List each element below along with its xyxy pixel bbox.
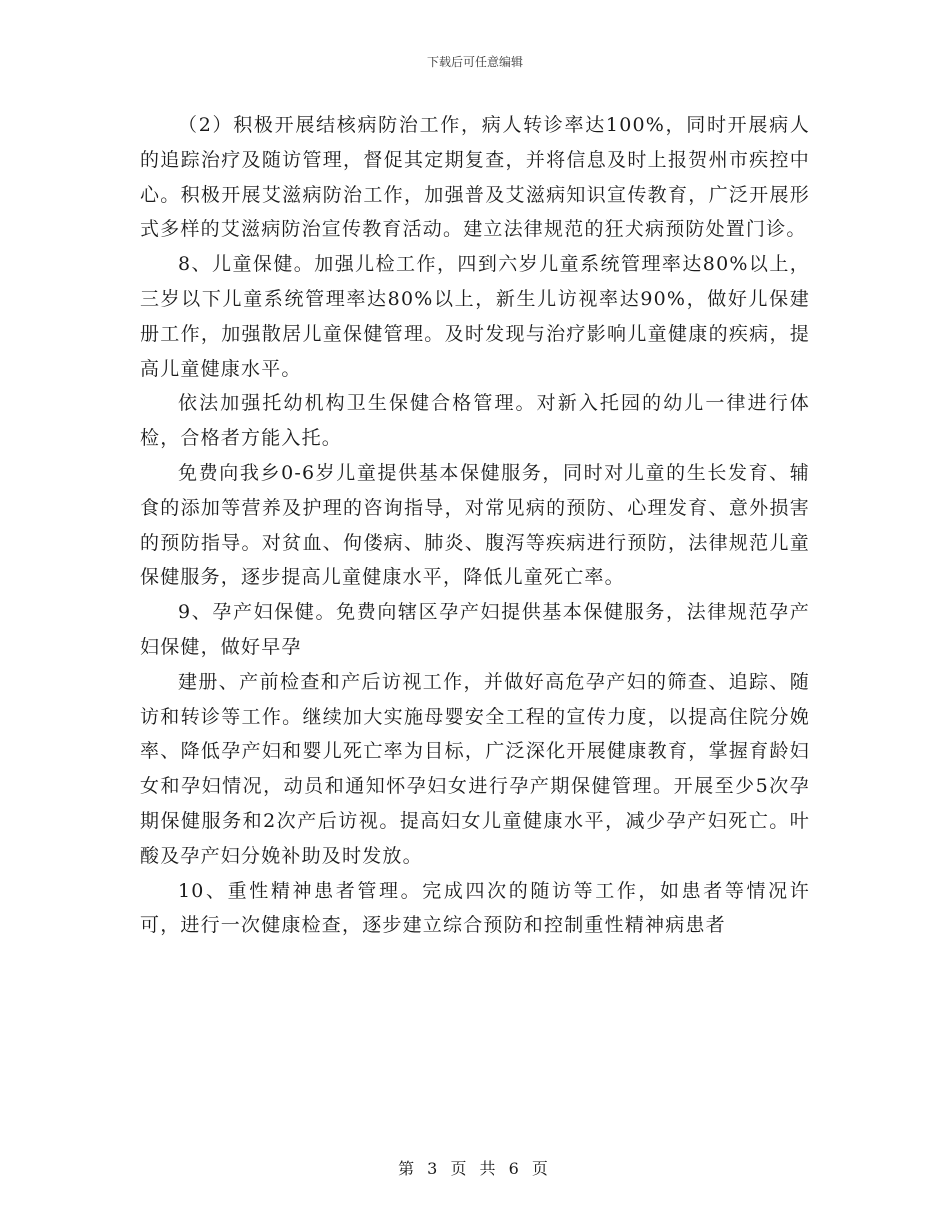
paragraph-kindergarten-health: 依法加强托幼机构卫生保健合格管理。对新入托园的幼儿一律进行体检，合格者方能入托。 [140, 392, 810, 450]
paragraph-tuberculosis-aids: （2）积极开展结核病防治工作，病人转诊率达100%，同时开展病人的追踪治疗及随访管理，督促其定期复查，并将信息及时上报贺州市疾控中心。积极开展艾滋病防治工作，加强普及艾滋病知识宣传教育，广泛开展形式多样的艾滋病防治宣传教育活动。建立法律规范的狂犬病预防处置门诊。 [140, 114, 810, 241]
page-footer: 第 3 页 共 6 页 [398, 1159, 552, 1178]
paragraph-mental-health: 10、重性精神患者管理。完成四次的随访等工作，如患者等情况许可，进行一次健康检查，逐步建立综合预防和控制重性精神病患者 [140, 879, 810, 937]
paragraph-maternal-registration: 建册、产前检查和产后访视工作，并做好高危孕产妇的筛查、追踪、随访和转诊等工作。继续加大实施母婴安全工程的宣传力度，以提高住院分娩率、降低孕产妇和婴儿死亡率为目标，广泛深化开展健康教育，掌握育龄妇女和孕妇情况，动员和通知怀孕妇女进行孕产期保健管理。开展至少5次孕期保健服务和2次产后访视。提高妇女儿童健康水平，减少孕产妇死亡。叶酸及孕产妇分娩补助及时发放。 [140, 670, 810, 867]
paragraph-child-health: 8、儿童保健。加强儿检工作，四到六岁儿童系统管理率达80%以上，三岁以下儿童系统管理率达80%以上，新生儿访视率达90%，做好儿保建册工作，加强散居儿童保健管理。及时发现与治疗影响儿童健康的疾病，提高儿童健康水平。 [140, 253, 810, 380]
paragraph-free-child-services: 免费向我乡0-6岁儿童提供基本保健服务，同时对儿童的生长发育、辅食的添加等营养及护理的咨询指导，对常见病的预防、心理发育、意外损害的预防指导。对贫血、佝偻病、肺炎、腹泻等疾病进行预防，法律规范儿童保健服务，逐步提高儿童健康水平，降低儿童死亡率。 [140, 461, 810, 589]
paragraph-maternal-health: 9、孕产妇保健。免费向辖区孕产妇提供基本保健服务，法律规范孕产妇保健，做好早孕 [140, 601, 810, 658]
page-header: 下载后可任意编辑 [426, 55, 523, 69]
document-body [140, 108, 810, 943]
